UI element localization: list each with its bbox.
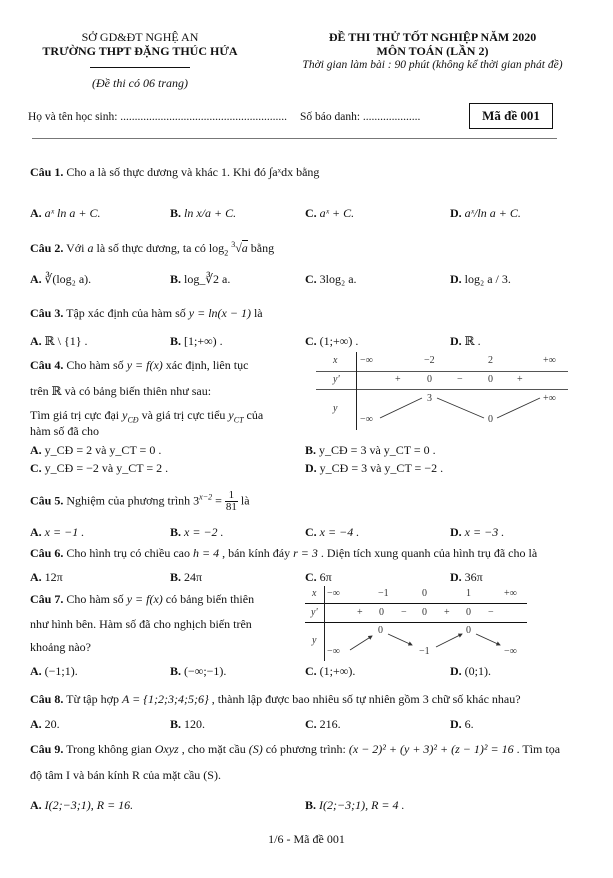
option-d[interactable]: D. y_CĐ = 3 và y_CT = −2 .: [305, 461, 444, 475]
option-letter: C.: [305, 206, 317, 220]
option-d[interactable]: D. ℝ .: [450, 334, 481, 348]
table-row-label: y': [311, 607, 318, 618]
question-4: Câu 4. Cho hàm số y = f(x) xác định, liên tục: [30, 358, 249, 372]
question-4-line4: hàm số đã cho: [30, 424, 99, 438]
table-sign: −: [401, 607, 407, 618]
option-c[interactable]: C. (1;+∞).: [305, 664, 356, 678]
option-c[interactable]: C. (1;+∞) .: [305, 334, 359, 348]
table-x-value: 0: [422, 588, 427, 599]
exam-subject: MÔN TOÁN (LẦN 2): [376, 44, 489, 58]
fraction: $\frac{1}{81}$: [225, 489, 237, 513]
question-label: Câu 6.: [30, 546, 64, 560]
option-b[interactable]: B. [1;+∞) .: [170, 334, 223, 348]
table-row-label: x: [333, 355, 338, 366]
option-b[interactable]: B. 120.: [170, 717, 206, 731]
exam-code-box: Mã đề 001: [469, 103, 553, 129]
table-row-label: y: [333, 403, 338, 414]
option-b[interactable]: B. 24π: [170, 570, 203, 584]
question-text: Cho a là số thực dương và khác 1. Khi đó ∫aˣdx bằng: [66, 165, 320, 179]
question-label: Câu 1.: [30, 165, 64, 179]
question-label: Câu 9.: [30, 742, 64, 756]
table-x-value: −1: [378, 588, 389, 599]
option-b[interactable]: B. y_CĐ = 3 và y_CT = 0 .: [305, 443, 436, 457]
department-name: SỞ GD&ĐT NGHỆ AN: [81, 30, 199, 44]
table-y-value: 0: [488, 414, 493, 425]
option-c[interactable]: C. y_CĐ = −2 và y_CT = 2 .: [30, 461, 169, 475]
option-letter: D.: [450, 206, 462, 220]
table-row-label: x: [312, 588, 317, 599]
table-y-value: −∞: [504, 646, 517, 657]
table-sign: 0: [379, 607, 384, 618]
question-7-line2: như hình bên. Hàm số đã cho nghịch biến trên: [30, 617, 252, 631]
table-x-value: +∞: [504, 588, 517, 599]
option-a[interactable]: A. I(2;−3;1), R = 16.: [30, 798, 134, 812]
option-d[interactable]: D. (0;1).: [450, 664, 491, 678]
table-sign: 0: [466, 607, 471, 618]
option-a[interactable]: A. ℝ \ {1} .: [30, 334, 88, 348]
option-value: ln x/a + C.: [184, 206, 237, 220]
decrease-arrow: [388, 634, 412, 645]
question-label: Câu 2.: [30, 241, 64, 255]
question-9-line2: độ tâm I và bán kính R của mặt cầu (S).: [30, 768, 221, 782]
student-name-field[interactable]: Họ và tên học sinh: ..........................................................: [28, 111, 288, 123]
table-y-value: −∞: [360, 414, 373, 425]
table-x-value: 1: [466, 588, 471, 599]
table-sign: 0: [488, 374, 493, 385]
question-label: Câu 8.: [30, 692, 64, 706]
exam-time: Thời gian làm bài : 90 phút (không kể thời gian phát đề): [302, 59, 563, 71]
table-sign: 0: [422, 607, 427, 618]
option-b[interactable]: B. I(2;−3;1), R = 4 .: [305, 798, 405, 812]
option-letter: B.: [170, 206, 182, 220]
table-sign: +: [395, 374, 401, 385]
option-letter: A.: [30, 272, 42, 286]
option-letter: C.: [305, 272, 317, 286]
question-7: Câu 7. Cho hàm số y = f(x) có bảng biến thiên: [30, 592, 255, 606]
table-row-label: y': [333, 374, 340, 385]
option-d[interactable]: D. 6.: [450, 717, 474, 731]
table-sign: +: [517, 374, 523, 385]
table-row-label: y: [312, 635, 317, 646]
exam-title: ĐỀ THI THỬ TỐT NGHIỆP NĂM 2020: [328, 30, 537, 44]
increase-arrow: [436, 634, 462, 647]
page-footer: 1/6 - Mã đề 001: [268, 832, 345, 846]
option-c[interactable]: C. 6π: [305, 570, 332, 584]
option-a[interactable]: A. y_CĐ = 2 và y_CT = 0 .: [30, 443, 162, 457]
table-y-value: 3: [427, 393, 432, 404]
option-d[interactable]: D. 36π: [450, 570, 483, 584]
table-y-value: +∞: [543, 393, 556, 404]
option-b[interactable]: B. x = −2 .: [170, 525, 224, 539]
question-label: Câu 7.: [30, 592, 64, 606]
option-c[interactable]: C. 216.: [305, 717, 341, 731]
question-4-line2: trên ℝ và có bảng biến thiên như sau:: [30, 384, 212, 398]
table-x-value: −2: [424, 355, 435, 366]
question-8: Câu 8. Từ tập hợp A = {1;2;3;4;5;6} , thành lập được bao nhiêu số tự nhiên gồm 3 chữ số khác nhau?: [30, 692, 521, 706]
increase-arrow: [350, 636, 372, 650]
table-y-value: −1: [419, 646, 430, 657]
option-letter: A.: [30, 206, 42, 220]
table-y-value: 0: [378, 625, 383, 636]
table-sign: 0: [427, 374, 432, 385]
table-sign: −: [457, 374, 463, 385]
option-a[interactable]: A. 20.: [30, 717, 60, 731]
question-3: Câu 3. Tập xác định của hàm số y = ln(x − 1) là: [30, 306, 263, 320]
table-x-value: +∞: [543, 355, 556, 366]
question-label: Câu 3.: [30, 306, 64, 320]
option-letter: B.: [170, 272, 182, 286]
table-sign: +: [444, 607, 450, 618]
question-9: Câu 9. Trong không gian Oxyz , cho mặt cầu (S) có phương trình: (x − 2)² + (y + 3)² + (z − 1)² = 16 . Tìm tọa: [30, 742, 561, 756]
option-value: aˣ + C.: [319, 206, 355, 220]
page-count-note: (Đề thi có 06 trang): [92, 76, 188, 90]
table-y-value: 0: [466, 625, 471, 636]
option-value: aˣ ln a + C.: [44, 206, 101, 220]
option-a[interactable]: A. x = −1 .: [30, 525, 85, 539]
option-value: log₂ a / 3.: [464, 272, 511, 286]
option-d[interactable]: D. x = −3 .: [450, 525, 505, 539]
question-4-line3: Tìm giá trị cực đại $y_{CĐ}$ và giá trị cực tiểu $y_{CT}$ của: [30, 408, 264, 425]
table-y-value: −∞: [327, 646, 340, 657]
question-label: Câu 5.: [30, 493, 64, 508]
question-6: Câu 6. Cho hình trụ có chiều cao h = 4 , bán kính đáy r = 3 . Diện tích xung quanh của hình trụ đã cho là: [30, 546, 538, 560]
table-sign: −: [488, 607, 494, 618]
log-expr: $\log_2 ^3√a$: [208, 240, 248, 258]
option-value: aˣ/ln a + C.: [464, 206, 521, 220]
question-2: Câu 2. Với a là số thực dương, ta có $\log_2 ^3√a$ bằng: [30, 240, 275, 258]
option-value: 3log₂ a.: [319, 272, 357, 286]
option-a[interactable]: A. 12π: [30, 570, 63, 584]
option-value: ∛(log₂ a).: [44, 272, 92, 286]
table-sign: +: [357, 607, 363, 618]
question-5: Câu 5. Nghiệm của phương trình $3^{x-2}$ = $\frac{1}{81}$ là: [30, 489, 250, 513]
option-a[interactable]: A. (−1;1).: [30, 664, 78, 678]
question-label: Câu 4.: [30, 358, 64, 372]
decrease-arrow: [476, 634, 500, 645]
table-x-value: −∞: [327, 588, 340, 599]
option-b[interactable]: B. (−∞;−1).: [170, 664, 227, 678]
question-7-line3: khoảng nào?: [30, 640, 91, 654]
option-c[interactable]: C. x = −4 .: [305, 525, 360, 539]
option-letter: D.: [450, 272, 462, 286]
table-x-value: −∞: [360, 355, 373, 366]
school-name: TRƯỜNG THPT ĐẶNG THÚC HỨA: [42, 44, 238, 58]
table-x-value: 2: [488, 355, 493, 366]
option-value: log_∛2 a.: [184, 272, 231, 286]
student-id-field[interactable]: Số báo danh: ....................: [300, 111, 421, 123]
